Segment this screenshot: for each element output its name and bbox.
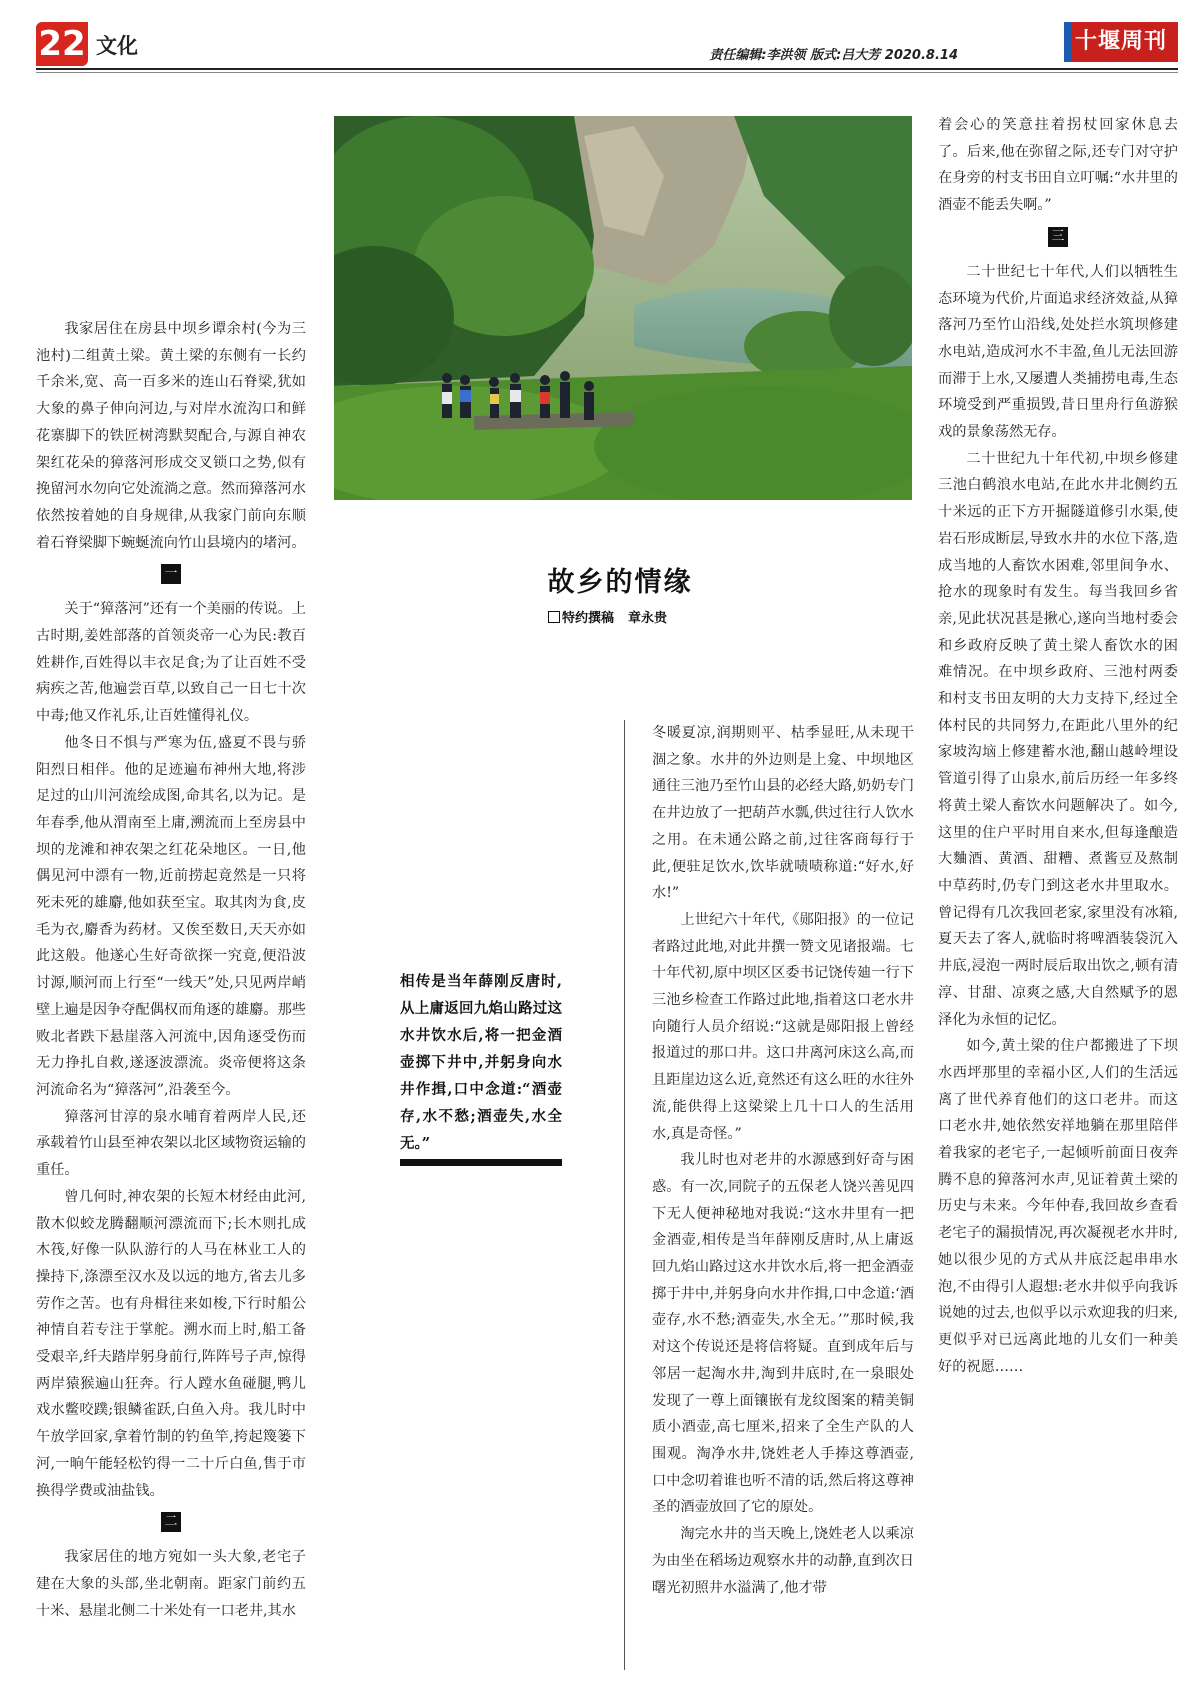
paragraph: 冬暖夏凉,润期则平、枯季显旺,从未现干涸之象。水井的外边则是上龛、中坝地区通往三池乃至竹山县的必经大路,奶奶专门在井边放了一把葫芦水瓢,供过往行人饮水之用。在未通公路之前,过往客商每行于此,便驻足饮水,饮毕就啧啧称道:“好水,好水!” [652, 725, 914, 902]
paragraph: 上世纪六十年代,《郧阳报》的一位记者路过此地,对此井撰一赞文见诸报端。七十年代初,原中坝区区委书记饶传廸一行下三池乡检查工作路过此地,指着这口老水井向随行人员介绍说:“这就是郧阳报上曾经报道过的那口井。这口井离河床这么高,而且距崖边这么近,竟然还有这么旺的水往外流,能供得上这梁梁上几十口人的生活用水,真是奇怪。” [652, 911, 914, 1142]
header-rule [36, 68, 1178, 70]
column-3 [652, 720, 914, 1601]
section-mark: 三 [1048, 227, 1068, 247]
brand-name: 十堰周刊 [1074, 29, 1167, 54]
article-title: 故乡的情缘 [547, 567, 693, 598]
paragraph: 关于“獐落河”还有一个美丽的传说。上古时期,姜姓部落的首领炎帝一心为民:教百姓耕作,百姓得以丰衣足食;为了让百姓不受病疾之苦,他遍尝百草,以致自己一日七十次中毒;他又作礼乐,让百姓懂得礼仪。 [36, 601, 306, 725]
paragraph: 如今,黄土梁的住户都搬进了下坝水西坪那里的幸福小区,人们的生活远离了世代养育他们的这口老井。而这口老水井,她依然安祥地躺在那里陪伴着我家的老宅子,一起倾听前面日夜奔腾不息的獐落河水声,见证着黄土梁的历史与未来。今年仲春,我回故乡查看老宅子的漏损情况,再次凝视老水井时,她以很少见的方式从井底泛起串串水泡,不由得引人遐想:老水井似乎向我诉说她的过去,也似乎以示欢迎我的归来,更似乎对已远离此地的儿女们一种美好的祝愿…… [938, 1038, 1178, 1375]
byline-label: 特约撰稿 [562, 611, 615, 626]
column-4 [938, 112, 1178, 1380]
landscape-photo [334, 116, 912, 500]
editor-line: 责任编辑:李洪领 版式:吕大芳 2020.8.14 [709, 48, 958, 63]
paragraph: 着会心的笑意拄着拐杖回家休息去了。后来,他在弥留之际,还专门对守护在身旁的村支书田自立叮嘱:“水井里的酒壶不能丢失啊。” [938, 117, 1178, 214]
byline [548, 607, 667, 626]
paragraph: 二十世纪七十年代,人们以牺牲生态环境为代价,片面追求经济效益,从獐落河乃至竹山沿线,处处拦水筑坝修建水电站,造成河水不丰盈,鱼儿无法回游而滞于上水,又屡遭人类捕捞电毒,生态环境受到严重损毁,昔日里舟行鱼游猴戏的景象荡然无存。 [938, 263, 1178, 441]
author-name: 章永贵 [628, 611, 668, 626]
brand-stripe [1064, 22, 1072, 62]
column-1 [36, 316, 306, 1624]
photo-illustration [334, 116, 912, 500]
section-mark: 一 [161, 564, 181, 584]
section-label: 文化 [96, 34, 138, 58]
paragraph: 我家居住在房县中坝乡谭余村(今为三池村)二组黄土梁。黄土梁的东侧有一长约千余米,宽、高一百多米的连山石脊梁,犹如大象的鼻子伸向河边,与对岸水流沟口和鲜花寨脚下的铁匠树湾默契配合,与源自神农架红花朵的獐落河形成交叉锁口之势,似有挽留河水勿向它处流淌之意。然而獐落河水依然按着她的自身规律,从我家门前向东顺着石脊梁脚下蜿蜒流向竹山县境内的堵河。 [36, 321, 306, 551]
page-number: 22 [36, 22, 88, 66]
paragraph: 二十世纪九十年代初,中坝乡修建三池白鹤浪水电站,在此水井北侧约五十米远的正下方开掘隧道修引水渠,使岩石形成断层,导致水井的水位下落,造成当地的人畜饮水困难,邻里间争水、抢水的现象时有发生。每当我回乡省亲,见此状况甚是揪心,遂向当地村委会和乡政府反映了黄土梁人畜饮水的困难情况。在中坝乡政府、三池村两委和村支书田友明的大力支持下,经过全体村民的共同努力,在距此八里外的纪家坡沟垴上修建蓄水池,翻山越岭埋设管道引得了山泉水,前后历经一年多终将黄土梁人畜饮水问题解决了。如今,这里的住户平时用自来水,但每逢酿造大麯酒、黄酒、甜糟、煮酱豆及熬制中草药时,仍专门到这老水井里取水。曾记得有几次我回老家,家里没有冰箱,夏天去了客人,就临时将啤酒装袋沉入井底,浸泡一两时辰后取出饮之,顿有清淳、甘甜、凉爽之感,大自然赋予的恩泽化为永恒的记忆。 [938, 450, 1178, 1028]
header-rule-thin [36, 72, 1178, 73]
section-mark: 二 [161, 1512, 181, 1532]
pull-quote: 相传是当年薛刚反唐时,从上庸返回九焰山路过这水井饮水后,将一把金酒壶掷下井中,并躬身向水井作揖,口中念道:“酒壶存,水不愁;酒壶失,水全无。” [400, 973, 562, 1152]
brand-logo [1064, 22, 1178, 62]
column-divider [624, 720, 625, 1670]
paragraph: 獐落河甘淳的泉水哺育着两岸人民,还承载着竹山县至神农架以北区域物资运输的重任。 [36, 1108, 306, 1179]
paragraph: 淘完水井的当天晚上,饶姓老人以乘凉为由坐在稻场边观察水井的动静,直到次日曙光初照井水溢满了,他才带 [652, 1526, 914, 1596]
pull-quote-bar [400, 1159, 562, 1166]
paragraph: 我儿时也对老井的水源感到好奇与困惑。有一次,同院子的五保老人饶兴善见四下无人便神秘地对我说:“这水井里有一把金酒壶,相传是当年薛刚反唐时,从上庸返回九焰山路过这水井饮水后,将一把金酒壶掷于井中,并躬身向水井作揖,口中念道:‘酒壶存,水不愁;酒壶失,水全无。’”那时候,我对这个传说还是将信将疑。直到成年后与邻居一起淘水井,淘到井底时,在一泉眼处发现了一尊上面镶嵌有龙纹图案的精美铜质小酒壶,高七厘米,招来了全生产队的人围观。淘净水井,饶姓老人手捧这尊酒壶,口中念叨着谁也听不清的话,然后将这尊神圣的酒壶放回了它的原处。 [652, 1152, 914, 1516]
paragraph: 他冬日不惧与严寒为伍,盛夏不畏与骄阳烈日相伴。他的足迹遍布神州大地,将涉足过的山川河流绘成图,命其名,以为记。是年春季,他从渭南至上庸,溯流而上至房县中坝的龙滩和神农架之红花朵地区。一日,他偶见河中漂有一物,近前捞起竟然是一只将死未死的雄麝,他如获至宝。取其肉为食,皮毛为衣,麝香为药材。又俟至数日,天天亦如此这般。他遂心生好奇欲探一究竟,便沿波讨源,顺河而上行至“一线天”处,只见两岸峭壁上遍是因争夺配偶权而角逐的雄麝。那些败北者跌下悬崖落入河流中,因角逐受伤而无力挣扎自救,遂逐波漂流。炎帝便将这条河流命名为“獐落河”,沿袭至今。 [36, 734, 306, 1098]
paragraph: 我家居住的地方宛如一头大象,老宅子建在大象的头部,坐北朝南。距家门前约五十米、悬崖北侧二十米处有一口老井,其水 [36, 1549, 306, 1619]
paragraph: 曾几何时,神农架的长短木材经由此河,散木似蛟龙腾翻顺河漂流而下;长木则扎成木筏,好像一队队游行的人马在林业工人的操持下,涤漂至汉水及以远的地方,省去儿多劳作之苦。也有舟楫往来如梭,下行时船公神情自若专注于掌舵。溯水而上时,船工备受艰辛,纤夫踏岸躬身前行,阵阵号子声,惊得两岸猿猴遍山狂奔。行人蹚水鱼碰腿,鸭儿戏水鳖咬蹼;银鳞雀跃,白鱼入舟。我儿时中午放学回家,拿着竹制的钓鱼竿,挎起篾篓下河,一晌午能轻松钓得一二十斤白鱼,售于市换得学费或油盐钱。 [36, 1188, 306, 1499]
page-header [36, 22, 1178, 66]
byline-box-icon [548, 611, 560, 623]
